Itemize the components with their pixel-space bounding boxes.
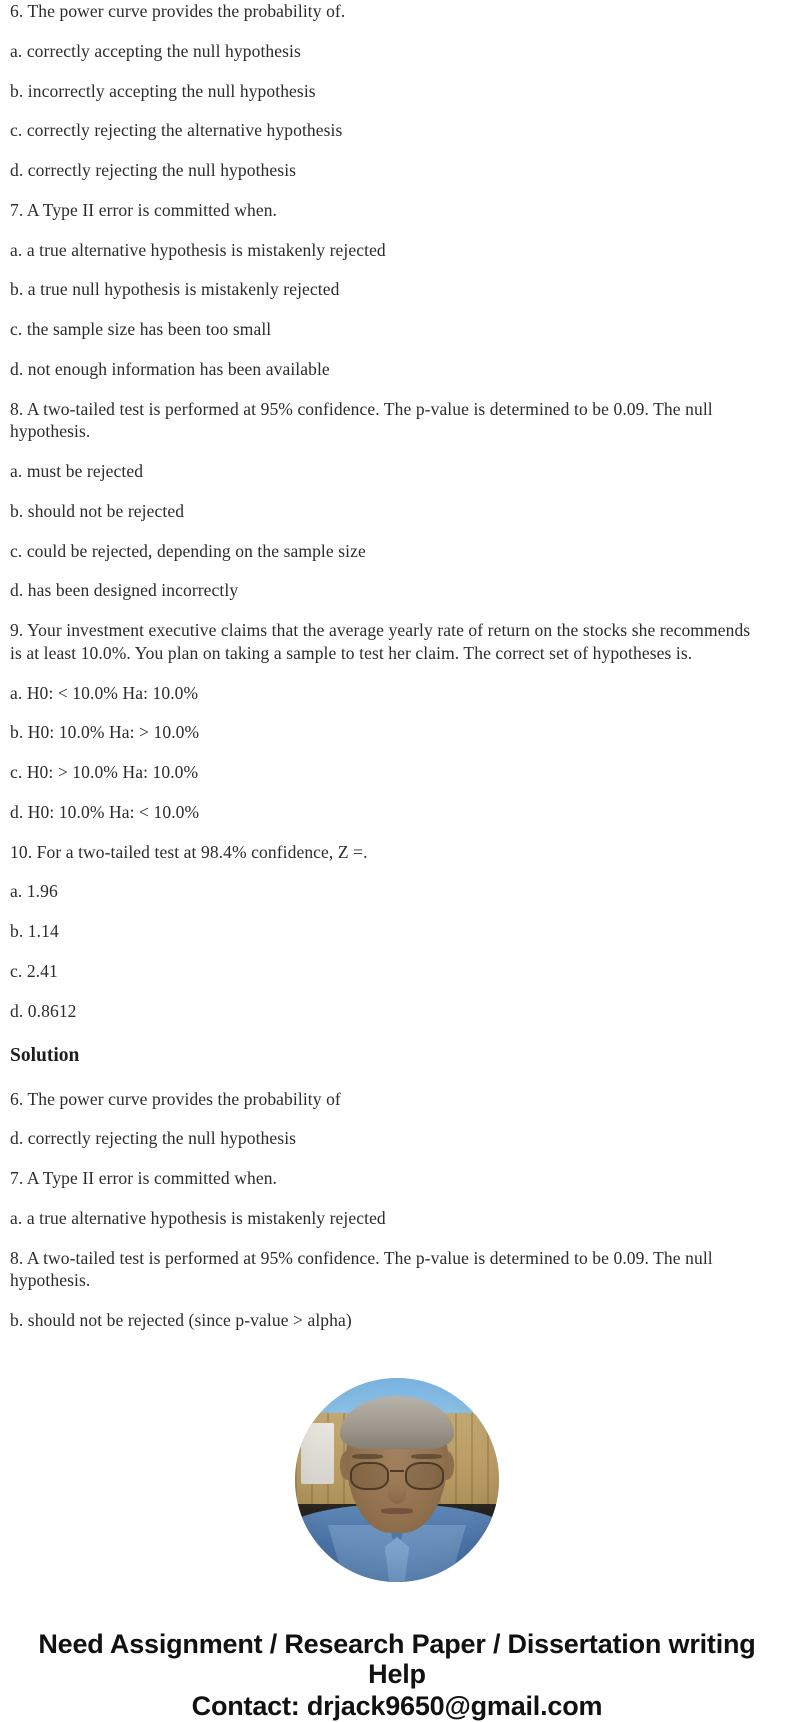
option-line: c. 2.41 [10, 960, 58, 981]
option-line: a. H0: < 10.0% Ha: 10.0% [10, 682, 199, 703]
option-line: c. could be rejected, depending on the sample size [10, 540, 366, 561]
question-line: 7. A Type II error is committed when. [10, 199, 278, 220]
footer-headline-line1: Need Assignment / Research Paper / Dissertation [38, 1628, 662, 1659]
questions-block [10, 0, 784, 1022]
option-line: c. correctly rejecting the alternative hypothesis [10, 120, 343, 141]
avatar-container [10, 1378, 784, 1582]
option-line: b. should not be rejected [10, 500, 185, 521]
solution-question-line: 8. A two-tailed test is performed at 95% confidence. The p-value is determined to be 0.09. The null hypothesis. [10, 1247, 713, 1291]
solution-question-line: 7. A Type II error is committed when. [10, 1168, 278, 1189]
option-line: d. 0.8612 [10, 1000, 77, 1021]
option-line: d. not enough information has been available [10, 358, 330, 379]
avatar [295, 1378, 499, 1582]
solution-block [10, 1088, 784, 1332]
photo-vignette [295, 1378, 499, 1582]
solution-answer-line: a. a true alternative hypothesis is mistakenly rejected [10, 1207, 386, 1228]
solution-heading: Solution [10, 1045, 80, 1067]
solution-answer-line: b. should not be rejected (since p-value > alpha) [10, 1310, 352, 1331]
option-line: b. H0: 10.0% Ha: > 10.0% [10, 722, 200, 743]
option-line: d. H0: 10.0% Ha: < 10.0% [10, 801, 200, 822]
option-line: c. H0: > 10.0% Ha: 10.0% [10, 762, 199, 782]
question-line: 6. The power curve provides the probability of. [10, 1, 346, 21]
option-line: b. incorrectly accepting the null hypothesis [10, 80, 316, 101]
option-line: d. correctly rejecting the null hypothesis [10, 160, 297, 180]
question-line: 10. For a two-tailed test at 98.4% confidence, Z =. [10, 841, 368, 862]
footer [10, 1630, 784, 1722]
option-line: a. must be rejected [10, 461, 144, 481]
option-line: a. a true alternative hypothesis is mistakenly rejected [10, 239, 386, 260]
footer-headline [22, 1630, 772, 1690]
footer-headline-line2: writing Help [368, 1628, 756, 1689]
question-line: 9. Your investment executive claims that the average yearly rate of return on the stocks she recommends is at least 10.0%. You plan on taking a sample to test her claim. The correct set of hypotheses is. [10, 620, 751, 663]
option-line: a. 1.96 [10, 881, 58, 902]
option-line: c. the sample size has been too small [10, 319, 272, 339]
option-line: a. correctly accepting the null hypothesis [10, 40, 301, 61]
option-line: d. has been designed incorrectly [10, 580, 239, 601]
footer-contact: Contact: drjack9650@gmail.com [191, 1690, 603, 1721]
option-line: b. a true null hypothesis is mistakenly rejected [10, 279, 340, 300]
question-line: 8. A two-tailed test is performed at 95% confidence. The p-value is determined to be 0.09. The null hypothesis. [10, 398, 713, 442]
solution-answer-line: d. correctly rejecting the null hypothesis [10, 1128, 297, 1149]
option-line: b. 1.14 [10, 921, 59, 941]
solution-question-line: 6. The power curve provides the probability of [10, 1088, 341, 1109]
